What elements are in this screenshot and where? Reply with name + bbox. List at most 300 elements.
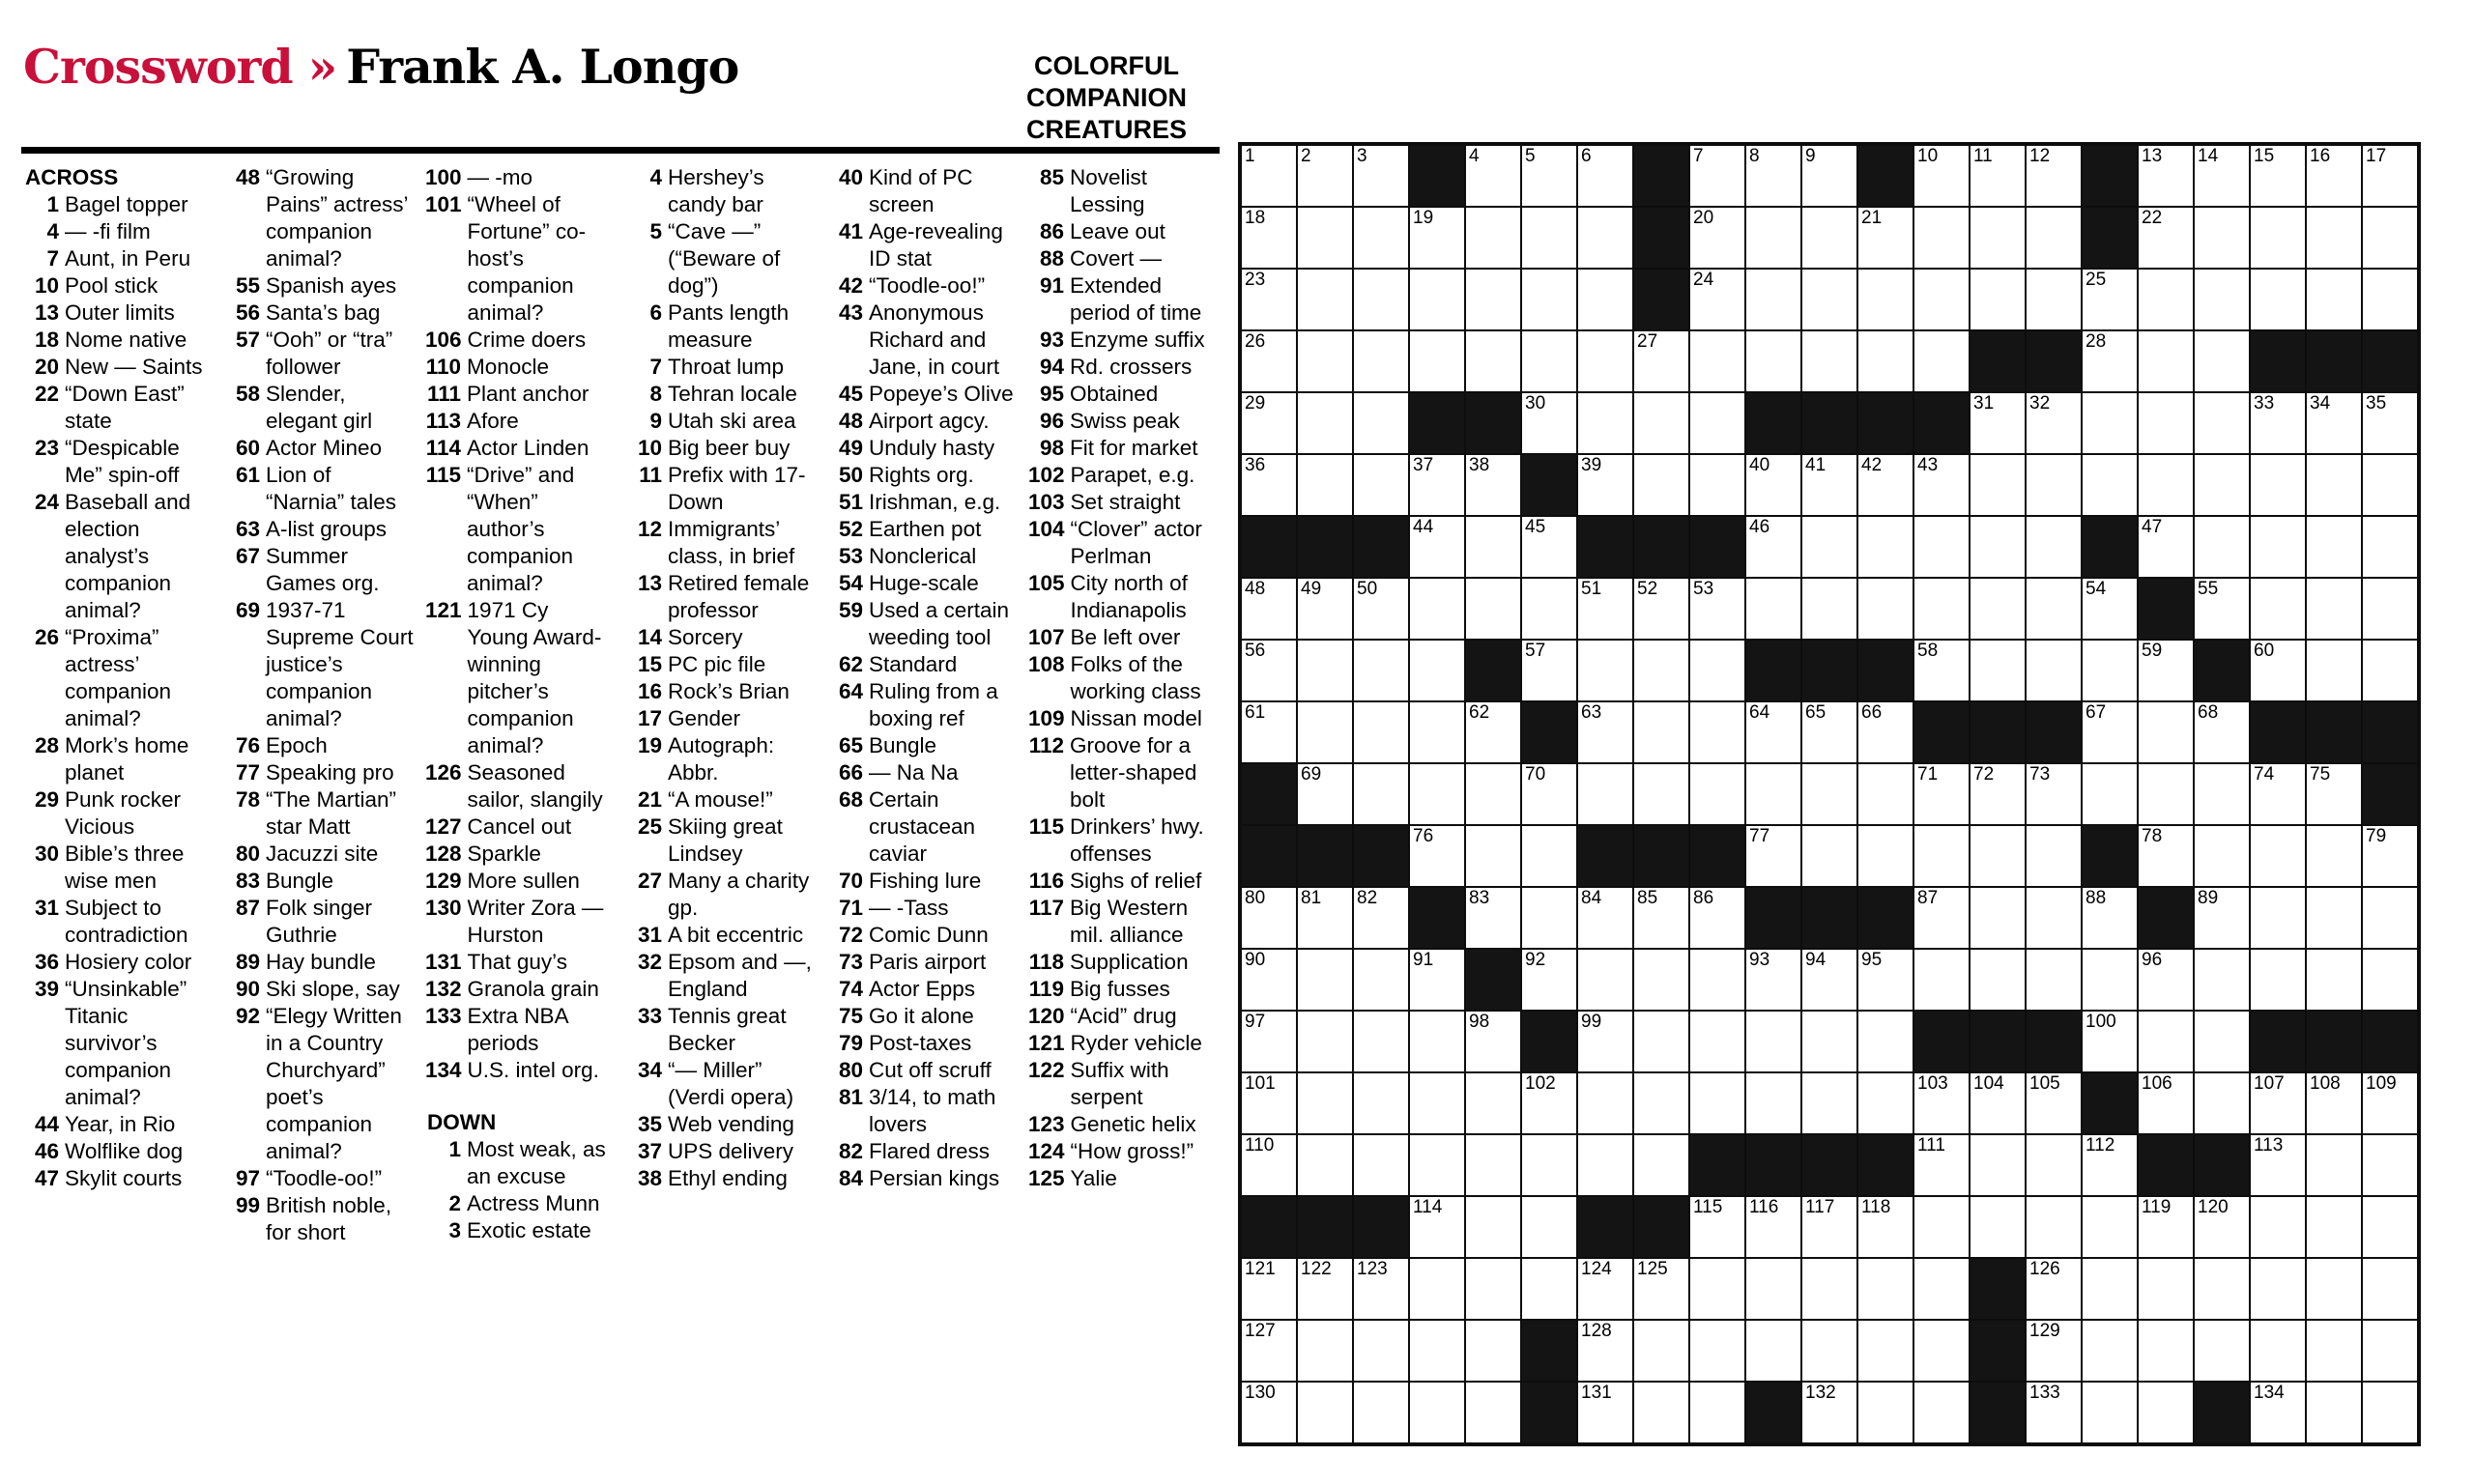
grid-cell[interactable] [2363, 208, 2417, 268]
grid-cell[interactable] [2307, 1135, 2361, 1195]
grid-cell[interactable] [2251, 1259, 2305, 1319]
grid-cell[interactable] [1634, 950, 1688, 1010]
grid-cell[interactable] [2139, 331, 2193, 391]
grid-cell[interactable] [2083, 888, 2137, 948]
grid-cell[interactable] [1914, 208, 1969, 268]
grid-cell[interactable] [1914, 1135, 1969, 1195]
grid-cell[interactable] [2363, 393, 2417, 453]
grid-cell[interactable] [1242, 208, 1296, 268]
grid-cell[interactable] [2307, 950, 2361, 1010]
grid-cell[interactable] [2363, 950, 2417, 1010]
grid-cell[interactable] [2139, 208, 2193, 268]
grid-cell[interactable] [1858, 208, 1913, 268]
grid-cell[interactable] [1858, 950, 1913, 1010]
grid-cell[interactable] [1410, 455, 1464, 515]
grid-cell[interactable] [1466, 579, 1520, 639]
grid-cell[interactable] [2139, 517, 2193, 577]
grid-cell[interactable] [1802, 208, 1856, 268]
grid-cell[interactable] [1298, 393, 1352, 453]
grid-cell[interactable] [1634, 1321, 1688, 1381]
grid-cell[interactable] [1578, 1073, 1632, 1133]
grid-cell[interactable] [2363, 455, 2417, 515]
grid-cell[interactable] [1298, 208, 1352, 268]
grid-cell[interactable] [2251, 1073, 2305, 1133]
grid-cell[interactable] [1578, 641, 1632, 700]
grid-cell[interactable] [1634, 641, 1688, 700]
grid-cell[interactable] [2027, 1073, 2081, 1133]
grid-cell[interactable] [1690, 702, 1744, 762]
grid-cell[interactable] [1746, 1259, 1800, 1319]
grid-cell[interactable] [2195, 517, 2249, 577]
grid-cell[interactable] [1242, 270, 1296, 329]
grid-cell[interactable] [2139, 950, 2193, 1010]
grid-cell[interactable] [2251, 1197, 2305, 1257]
grid-cell[interactable] [1858, 1383, 1913, 1442]
grid-cell[interactable] [2083, 1321, 2137, 1381]
grid-cell[interactable] [1858, 702, 1913, 762]
grid-cell[interactable] [1410, 764, 1464, 824]
grid-cell[interactable] [1466, 517, 1520, 577]
grid-cell[interactable] [1298, 764, 1352, 824]
grid-cell[interactable] [1298, 1012, 1352, 1071]
grid-cell[interactable] [1410, 1135, 1464, 1195]
grid-cell[interactable] [2195, 1073, 2249, 1133]
grid-cell[interactable] [1522, 579, 1576, 639]
grid-cell[interactable] [1578, 764, 1632, 824]
grid-cell[interactable] [1858, 270, 1913, 329]
grid-cell[interactable] [1578, 146, 1632, 206]
grid-cell[interactable] [1522, 950, 1576, 1010]
grid-cell[interactable] [2363, 1073, 2417, 1133]
grid-cell[interactable] [1802, 579, 1856, 639]
grid-cell[interactable] [2083, 1012, 2137, 1071]
grid-cell[interactable] [2083, 1197, 2137, 1257]
grid-cell[interactable] [1746, 208, 1800, 268]
grid-cell[interactable] [1634, 331, 1688, 391]
grid-cell[interactable] [2027, 1259, 2081, 1319]
grid-cell[interactable] [2307, 888, 2361, 948]
grid-cell[interactable] [1466, 1012, 1520, 1071]
grid-cell[interactable] [1690, 1073, 1744, 1133]
grid-cell[interactable] [1914, 579, 1969, 639]
grid-cell[interactable] [1971, 146, 2025, 206]
grid-cell[interactable] [1466, 1197, 1520, 1257]
grid-cell[interactable] [1578, 888, 1632, 948]
grid-cell[interactable] [1522, 517, 1576, 577]
grid-cell[interactable] [1242, 1012, 1296, 1071]
grid-cell[interactable] [1466, 455, 1520, 515]
grid-cell[interactable] [1466, 270, 1520, 329]
grid-cell[interactable] [2363, 1259, 2417, 1319]
grid-cell[interactable] [2195, 455, 2249, 515]
grid-cell[interactable] [1971, 1197, 2025, 1257]
grid-cell[interactable] [2195, 331, 2249, 391]
grid-cell[interactable] [1410, 1073, 1464, 1133]
grid-cell[interactable] [1746, 270, 1800, 329]
grid-cell[interactable] [1466, 764, 1520, 824]
grid-cell[interactable] [2195, 579, 2249, 639]
grid-cell[interactable] [1634, 1012, 1688, 1071]
grid-cell[interactable] [2139, 455, 2193, 515]
grid-cell[interactable] [1466, 888, 1520, 948]
grid-cell[interactable] [1802, 1012, 1856, 1071]
grid-cell[interactable] [2195, 764, 2249, 824]
grid-cell[interactable] [2363, 1197, 2417, 1257]
grid-cell[interactable] [2083, 1259, 2137, 1319]
grid-cell[interactable] [2307, 1321, 2361, 1381]
grid-cell[interactable] [1690, 1197, 1744, 1257]
grid-cell[interactable] [1690, 1259, 1744, 1319]
grid-cell[interactable] [1914, 826, 1969, 886]
grid-cell[interactable] [1914, 1383, 1969, 1442]
grid-cell[interactable] [1466, 146, 1520, 206]
grid-cell[interactable] [1634, 1259, 1688, 1319]
grid-cell[interactable] [1858, 579, 1913, 639]
grid-cell[interactable] [1802, 1197, 1856, 1257]
grid-cell[interactable] [1802, 517, 1856, 577]
grid-cell[interactable] [1354, 950, 1408, 1010]
grid-cell[interactable] [2307, 1383, 2361, 1442]
grid-cell[interactable] [1690, 888, 1744, 948]
grid-cell[interactable] [1410, 950, 1464, 1010]
grid-cell[interactable] [2307, 517, 2361, 577]
grid-cell[interactable] [2307, 1197, 2361, 1257]
grid-cell[interactable] [2251, 208, 2305, 268]
grid-cell[interactable] [1971, 888, 2025, 948]
grid-cell[interactable] [2363, 146, 2417, 206]
grid-cell[interactable] [1578, 270, 1632, 329]
grid-cell[interactable] [2027, 146, 2081, 206]
grid-cell[interactable] [1858, 1197, 1913, 1257]
grid-cell[interactable] [1578, 1383, 1632, 1442]
grid-cell[interactable] [2363, 517, 2417, 577]
grid-cell[interactable] [1242, 1321, 1296, 1381]
grid-cell[interactable] [1354, 208, 1408, 268]
grid-cell[interactable] [1690, 393, 1744, 453]
grid-cell[interactable] [1354, 455, 1408, 515]
grid-cell[interactable] [2307, 393, 2361, 453]
grid-cell[interactable] [2363, 579, 2417, 639]
grid-cell[interactable] [1522, 1197, 1576, 1257]
grid-cell[interactable] [2195, 208, 2249, 268]
grid-cell[interactable] [1466, 208, 1520, 268]
grid-cell[interactable] [1410, 1259, 1464, 1319]
grid-cell[interactable] [1298, 331, 1352, 391]
grid-cell[interactable] [2363, 1135, 2417, 1195]
grid-cell[interactable] [2251, 641, 2305, 700]
grid-cell[interactable] [1242, 1259, 1296, 1319]
grid-cell[interactable] [1410, 270, 1464, 329]
grid-cell[interactable] [1802, 331, 1856, 391]
grid-cell[interactable] [1914, 455, 1969, 515]
grid-cell[interactable] [1522, 764, 1576, 824]
grid-cell[interactable] [1354, 1073, 1408, 1133]
grid-cell[interactable] [1242, 1073, 1296, 1133]
grid-cell[interactable] [1802, 1073, 1856, 1133]
grid-cell[interactable] [1971, 826, 2025, 886]
grid-cell[interactable] [1522, 208, 1576, 268]
grid-cell[interactable] [1746, 1012, 1800, 1071]
grid-cell[interactable] [2083, 1383, 2137, 1442]
grid-cell[interactable] [1746, 1321, 1800, 1381]
grid-cell[interactable] [2251, 1321, 2305, 1381]
grid-cell[interactable] [1578, 1012, 1632, 1071]
grid-cell[interactable] [2363, 1383, 2417, 1442]
grid-cell[interactable] [1522, 270, 1576, 329]
grid-cell[interactable] [2027, 393, 2081, 453]
grid-cell[interactable] [1242, 1135, 1296, 1195]
grid-cell[interactable] [2307, 826, 2361, 886]
grid-cell[interactable] [2251, 146, 2305, 206]
grid-cell[interactable] [1802, 455, 1856, 515]
grid-cell[interactable] [2251, 455, 2305, 515]
grid-cell[interactable] [1971, 517, 2025, 577]
grid-cell[interactable] [2027, 1321, 2081, 1381]
grid-cell[interactable] [1634, 1135, 1688, 1195]
grid-cell[interactable] [1298, 1135, 1352, 1195]
grid-cell[interactable] [1354, 764, 1408, 824]
grid-cell[interactable] [1354, 331, 1408, 391]
grid-cell[interactable] [2027, 455, 2081, 515]
grid-cell[interactable] [1746, 1073, 1800, 1133]
grid-cell[interactable] [1802, 1321, 1856, 1381]
grid-cell[interactable] [2195, 146, 2249, 206]
grid-cell[interactable] [1354, 1383, 1408, 1442]
grid-cell[interactable] [1690, 331, 1744, 391]
grid-cell[interactable] [2307, 579, 2361, 639]
grid-cell[interactable] [1354, 702, 1408, 762]
grid-cell[interactable] [1410, 1012, 1464, 1071]
grid-cell[interactable] [1802, 1259, 1856, 1319]
grid-cell[interactable] [2027, 1383, 2081, 1442]
grid-cell[interactable] [2195, 1259, 2249, 1319]
grid-cell[interactable] [1298, 641, 1352, 700]
grid-cell[interactable] [1242, 455, 1296, 515]
grid-cell[interactable] [1522, 1073, 1576, 1133]
grid-cell[interactable] [1354, 1259, 1408, 1319]
grid-cell[interactable] [1858, 1259, 1913, 1319]
grid-cell[interactable] [1410, 1197, 1464, 1257]
grid-cell[interactable] [2083, 764, 2137, 824]
grid-cell[interactable] [1690, 208, 1744, 268]
grid-cell[interactable] [1802, 146, 1856, 206]
grid-cell[interactable] [1578, 455, 1632, 515]
grid-cell[interactable] [1298, 270, 1352, 329]
grid-cell[interactable] [1914, 146, 1969, 206]
grid-cell[interactable] [2083, 270, 2137, 329]
grid-cell[interactable] [1746, 950, 1800, 1010]
grid-cell[interactable] [2027, 208, 2081, 268]
grid-cell[interactable] [1971, 1135, 2025, 1195]
grid-cell[interactable] [1634, 579, 1688, 639]
grid-cell[interactable] [2251, 517, 2305, 577]
grid-cell[interactable] [1858, 455, 1913, 515]
grid-cell[interactable] [2027, 826, 2081, 886]
grid-cell[interactable] [2307, 764, 2361, 824]
grid-cell[interactable] [1971, 579, 2025, 639]
grid-cell[interactable] [1466, 826, 1520, 886]
grid-cell[interactable] [1914, 270, 1969, 329]
grid-cell[interactable] [1466, 331, 1520, 391]
grid-cell[interactable] [1522, 1135, 1576, 1195]
grid-cell[interactable] [1690, 1321, 1744, 1381]
grid-cell[interactable] [1578, 1135, 1632, 1195]
grid-cell[interactable] [1690, 1012, 1744, 1071]
grid-cell[interactable] [1746, 517, 1800, 577]
grid-cell[interactable] [1410, 331, 1464, 391]
grid-cell[interactable] [1971, 208, 2025, 268]
grid-cell[interactable] [2139, 1012, 2193, 1071]
grid-cell[interactable] [1690, 146, 1744, 206]
grid-cell[interactable] [1242, 393, 1296, 453]
grid-cell[interactable] [1802, 764, 1856, 824]
grid-cell[interactable] [1690, 764, 1744, 824]
grid-cell[interactable] [1690, 579, 1744, 639]
grid-cell[interactable] [2251, 579, 2305, 639]
grid-cell[interactable] [1690, 950, 1744, 1010]
grid-cell[interactable] [1298, 1383, 1352, 1442]
grid-cell[interactable] [1522, 826, 1576, 886]
grid-cell[interactable] [2027, 1197, 2081, 1257]
grid-cell[interactable] [1690, 1383, 1744, 1442]
grid-cell[interactable] [2139, 1383, 2193, 1442]
grid-cell[interactable] [1971, 950, 2025, 1010]
grid-cell[interactable] [1746, 579, 1800, 639]
grid-cell[interactable] [1690, 270, 1744, 329]
grid-cell[interactable] [1354, 146, 1408, 206]
grid-cell[interactable] [2027, 950, 2081, 1010]
grid-cell[interactable] [1971, 393, 2025, 453]
grid-cell[interactable] [1242, 702, 1296, 762]
grid-cell[interactable] [2139, 1197, 2193, 1257]
grid-cell[interactable] [2083, 331, 2137, 391]
grid-cell[interactable] [2251, 888, 2305, 948]
grid-cell[interactable] [1802, 826, 1856, 886]
grid-cell[interactable] [1634, 764, 1688, 824]
grid-cell[interactable] [1914, 1197, 1969, 1257]
grid-cell[interactable] [2195, 702, 2249, 762]
grid-cell[interactable] [1914, 1259, 1969, 1319]
grid-cell[interactable] [1802, 1383, 1856, 1442]
grid-cell[interactable] [1690, 455, 1744, 515]
grid-cell[interactable] [2251, 826, 2305, 886]
grid-cell[interactable] [1858, 517, 1913, 577]
grid-cell[interactable] [1971, 455, 2025, 515]
grid-cell[interactable] [1858, 764, 1913, 824]
grid-cell[interactable] [2195, 393, 2249, 453]
grid-cell[interactable] [2251, 764, 2305, 824]
grid-cell[interactable] [2363, 270, 2417, 329]
grid-cell[interactable] [1242, 1383, 1296, 1442]
grid-cell[interactable] [2139, 393, 2193, 453]
grid-cell[interactable] [1578, 208, 1632, 268]
grid-cell[interactable] [1410, 517, 1464, 577]
grid-cell[interactable] [1410, 208, 1464, 268]
grid-cell[interactable] [1298, 888, 1352, 948]
grid-cell[interactable] [1914, 641, 1969, 700]
grid-cell[interactable] [1634, 1073, 1688, 1133]
grid-cell[interactable] [1522, 393, 1576, 453]
grid-cell[interactable] [2027, 641, 2081, 700]
grid-cell[interactable] [2027, 579, 2081, 639]
grid-cell[interactable] [1746, 826, 1800, 886]
grid-cell[interactable] [1914, 950, 1969, 1010]
grid-cell[interactable] [1522, 331, 1576, 391]
grid-cell[interactable] [1242, 641, 1296, 700]
grid-cell[interactable] [2307, 1073, 2361, 1133]
grid-cell[interactable] [2027, 517, 2081, 577]
grid-cell[interactable] [2195, 888, 2249, 948]
grid-cell[interactable] [1410, 641, 1464, 700]
grid-cell[interactable] [1242, 950, 1296, 1010]
grid-cell[interactable] [2251, 1383, 2305, 1442]
grid-cell[interactable] [1354, 1012, 1408, 1071]
grid-cell[interactable] [2195, 270, 2249, 329]
grid-cell[interactable] [1298, 950, 1352, 1010]
grid-cell[interactable] [1298, 455, 1352, 515]
grid-cell[interactable] [2195, 950, 2249, 1010]
grid-cell[interactable] [2083, 455, 2137, 515]
grid-cell[interactable] [2139, 146, 2193, 206]
grid-cell[interactable] [1522, 888, 1576, 948]
grid-cell[interactable] [2083, 579, 2137, 639]
grid-cell[interactable] [2139, 826, 2193, 886]
grid-cell[interactable] [1354, 270, 1408, 329]
grid-cell[interactable] [1410, 702, 1464, 762]
grid-cell[interactable] [1746, 455, 1800, 515]
grid-cell[interactable] [2083, 1135, 2137, 1195]
grid-cell[interactable] [1634, 702, 1688, 762]
grid-cell[interactable] [1522, 1259, 1576, 1319]
grid-cell[interactable] [1802, 270, 1856, 329]
grid-cell[interactable] [2307, 146, 2361, 206]
grid-cell[interactable] [2307, 270, 2361, 329]
grid-cell[interactable] [1858, 826, 1913, 886]
grid-cell[interactable] [1578, 702, 1632, 762]
grid-cell[interactable] [2307, 1259, 2361, 1319]
grid-cell[interactable] [1634, 1383, 1688, 1442]
grid-cell[interactable] [1858, 1073, 1913, 1133]
grid-cell[interactable] [1578, 579, 1632, 639]
grid-cell[interactable] [1354, 579, 1408, 639]
grid-cell[interactable] [1466, 1383, 1520, 1442]
grid-cell[interactable] [2251, 950, 2305, 1010]
grid-cell[interactable] [1634, 393, 1688, 453]
grid-cell[interactable] [1858, 331, 1913, 391]
grid-cell[interactable] [1746, 1197, 1800, 1257]
grid-cell[interactable] [1746, 764, 1800, 824]
grid-cell[interactable] [1690, 641, 1744, 700]
grid-cell[interactable] [2363, 641, 2417, 700]
grid-cell[interactable] [2083, 641, 2137, 700]
grid-cell[interactable] [1914, 764, 1969, 824]
grid-cell[interactable] [1971, 641, 2025, 700]
grid-cell[interactable] [2363, 1321, 2417, 1381]
grid-cell[interactable] [1298, 702, 1352, 762]
grid-cell[interactable] [1242, 888, 1296, 948]
grid-cell[interactable] [2307, 208, 2361, 268]
grid-cell[interactable] [1298, 146, 1352, 206]
grid-cell[interactable] [1746, 331, 1800, 391]
grid-cell[interactable] [1354, 888, 1408, 948]
grid-cell[interactable] [1522, 641, 1576, 700]
grid-cell[interactable] [2139, 1321, 2193, 1381]
grid-cell[interactable] [1634, 888, 1688, 948]
grid-cell[interactable] [2139, 702, 2193, 762]
grid-cell[interactable] [1466, 1135, 1520, 1195]
grid-cell[interactable] [1858, 1321, 1913, 1381]
grid-cell[interactable] [1578, 1321, 1632, 1381]
